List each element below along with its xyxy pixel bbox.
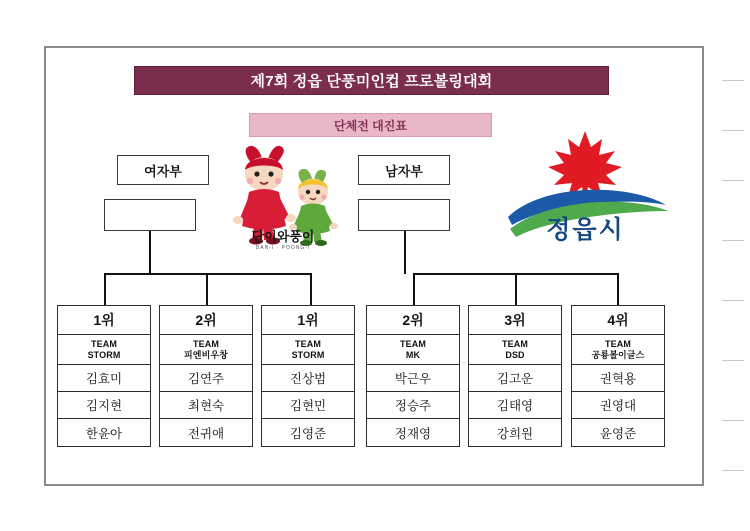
mascot-caption-text: 단이와풍이 [251, 229, 315, 244]
result-column [468, 305, 562, 447]
women-blank-box [104, 199, 196, 231]
rank-label: 3위 [469, 306, 561, 335]
team-name [160, 335, 252, 365]
player-name: 김지현 [58, 392, 150, 419]
team-name-line1: TEAM [295, 338, 321, 349]
player-name: 최현숙 [160, 392, 252, 419]
mascot-caption-sub: DAN-I · POONG-I [255, 245, 311, 251]
team-name-line1: TEAM [605, 338, 631, 349]
player-name: 정재영 [394, 426, 432, 441]
subtitle-banner [249, 113, 492, 137]
page-title: 제7회 정읍 단풍미인컵 프로볼링대회 [250, 73, 493, 90]
player-name: 김태영 [469, 392, 561, 419]
team-name-line2: STORM [291, 349, 325, 360]
team-name [572, 335, 664, 365]
connector-women-right-drop [310, 273, 312, 306]
rank-label: 4위 [572, 306, 664, 335]
tournament-title-banner [134, 66, 609, 95]
subtitle-label: 단체전 대진표 [334, 118, 407, 133]
team-name-line1: TEAM [400, 338, 426, 349]
team-name [469, 335, 561, 365]
player-name: 강희원 [496, 426, 534, 441]
page-edge-artifacts [716, 60, 744, 480]
team-name [367, 335, 459, 365]
player-name: 김영준 [289, 426, 327, 441]
connector-women-left-drop [104, 273, 106, 306]
rank-label: 2위 [160, 306, 252, 335]
team-name [262, 335, 354, 365]
result-column [261, 305, 355, 447]
team-name-line1: TEAM [91, 338, 117, 349]
player-name: 윤영준 [599, 426, 637, 441]
connector-men-right-drop [617, 273, 619, 306]
player-name: 한윤아 [85, 426, 123, 441]
connector-women-mid-drop [206, 273, 208, 306]
team-name-line2: 공룡볼이글스 [591, 349, 645, 360]
rank-label: 1위 [262, 306, 354, 335]
team-name [58, 335, 150, 365]
mascot-caption [229, 226, 337, 251]
connector-women-stem [149, 231, 151, 274]
player-name: 김현민 [262, 392, 354, 419]
player-name: 김고운 [469, 365, 561, 392]
team-name-line2: DSD [505, 349, 525, 360]
player-name: 진상범 [262, 365, 354, 392]
player-name: 권영대 [572, 392, 664, 419]
result-column [366, 305, 460, 447]
connector-women-crossbar [104, 273, 312, 275]
rank-label: 2위 [367, 306, 459, 335]
men-blank-box [358, 199, 450, 231]
result-column [571, 305, 665, 447]
city-logo-text: 정읍시 [546, 216, 625, 244]
connector-men-left-drop [413, 273, 415, 306]
player-name: 권혁용 [572, 365, 664, 392]
player-name: 정승주 [367, 392, 459, 419]
rank-label: 1위 [58, 306, 150, 335]
women-division-label: 여자부 [144, 163, 182, 179]
team-name-line2: 피엔비우창 [184, 349, 228, 360]
result-column [57, 305, 151, 447]
team-name-line2: MK [405, 349, 421, 360]
result-column [159, 305, 253, 447]
team-name-line2: STORM [87, 349, 121, 360]
men-division-box [358, 155, 450, 185]
player-name: 김효미 [58, 365, 150, 392]
women-division-box [117, 155, 209, 185]
team-name-line1: TEAM [193, 338, 219, 349]
connector-men-stem [404, 231, 406, 274]
player-name: 전귀애 [187, 426, 225, 441]
team-name-line1: TEAM [502, 338, 528, 349]
player-name: 박근우 [367, 365, 459, 392]
player-name: 김연주 [160, 365, 252, 392]
connector-men-mid-drop [515, 273, 517, 306]
men-division-label: 남자부 [385, 163, 423, 179]
